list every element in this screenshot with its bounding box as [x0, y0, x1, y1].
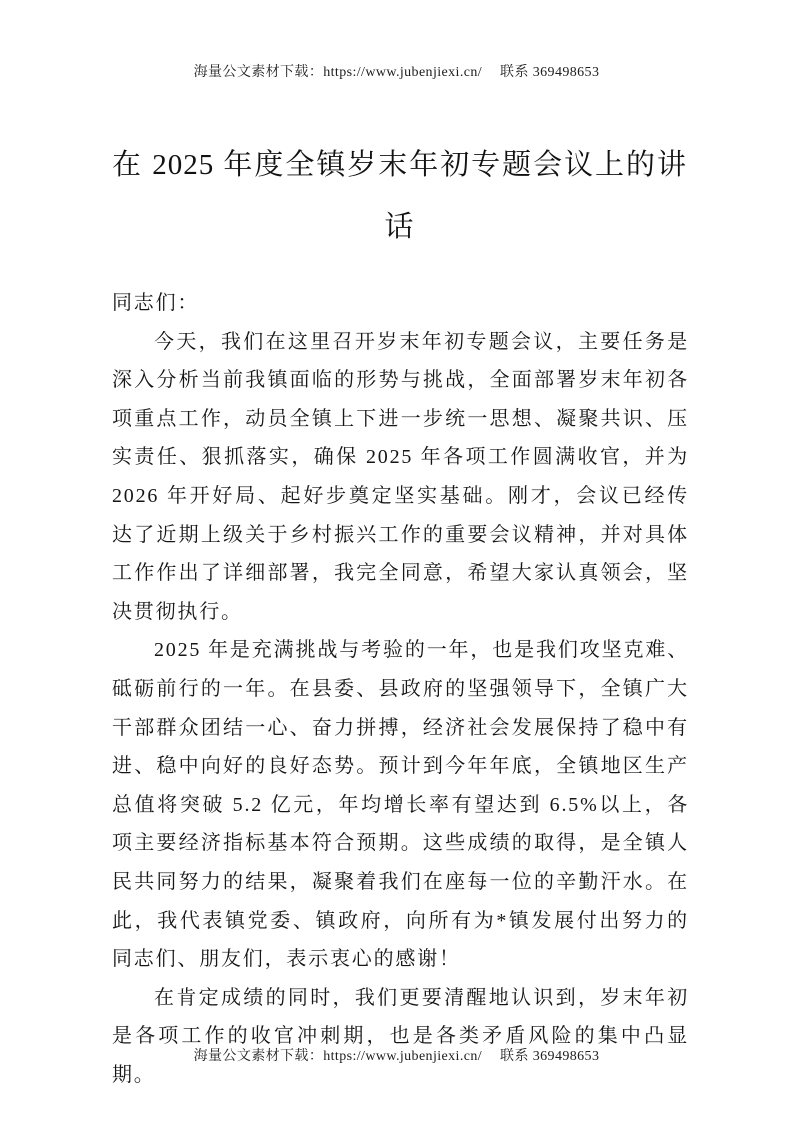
footer-download-label: 海量公文素材下载：: [193, 1049, 324, 1064]
salutation: 同志们：: [112, 292, 200, 314]
header-contact: 联系 369498653: [500, 65, 600, 80]
paragraph-3: 在肯定成绩的同时，我们更要清醒地认识到，岁末年初是各项工作的收官冲刺期，也是各类矛盾风险的集中凸显期。: [112, 986, 689, 1086]
paragraph-1: 今天，我们在这里召开岁末年初专题会议，主要任务是深入分析当前我镇面临的形势与挑战，全面部署岁末年初各项重点工作，动员全镇上下进一步统一思想、凝聚共识、压实责任、狠抓落实，确保 2025 年各项工作圆满收官，并为 2026 年开好局、起好步奠定坚实基础。刚才，会议已经传达了近期上级关于乡村振兴工作的重要会议精神，并对具体工作作出了详细部署，我完全同意，希望大家认真领会，坚决贯彻执行。: [112, 330, 689, 623]
footer-url: https://www.jubenjiexi.cn/: [323, 1049, 483, 1064]
header-url: https://www.jubenjiexi.cn/: [323, 65, 483, 80]
page-header: [0, 64, 793, 82]
page-footer: [0, 1048, 793, 1066]
footer-contact: 联系 369498653: [500, 1049, 600, 1064]
paragraph-2: 2025 年是充满挑战与考验的一年，也是我们攻坚克难、砥砺前行的一年。在县委、县政府的坚强领导下，全镇广大干部群众团结一心、奋力拼搏，经济社会发展保持了稳中有进、稳中向好的良好态势。预计到今年年底，全镇地区生产总值将突破 5.2 亿元，年均增长率有望达到 6.5%以上，各项主要经济指标基本符合预期。这些成绩的取得，是全镇人民共同努力的结果，凝聚着我们在座每一位的辛勤汗水。在此，我代表镇党委、镇政府，向所有为*镇发展付出努力的同志们、朋友们，表示衷心的感谢！: [112, 639, 689, 971]
document-body: [112, 284, 689, 1094]
document-title-line-1: 在 2025 年度全镇岁末年初专题会议上的讲: [112, 149, 687, 181]
document-title-line-2: 话: [384, 211, 415, 243]
header-download-label: 海量公文素材下载：: [193, 65, 324, 80]
document-title: [112, 134, 687, 258]
